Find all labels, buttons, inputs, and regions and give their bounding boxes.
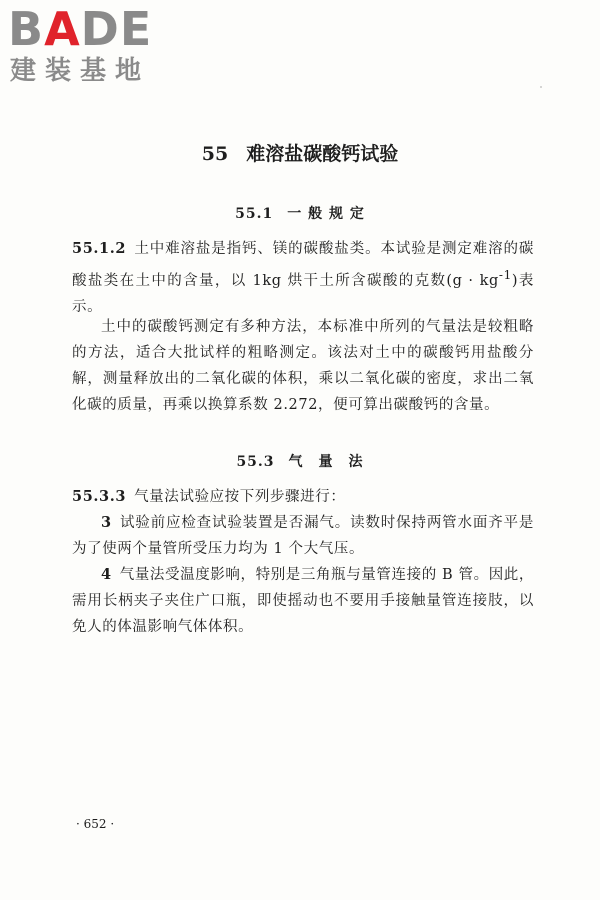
section-title-55-1	[0, 202, 600, 226]
section-title-55-3	[0, 450, 600, 474]
page-number: · 652 ·	[76, 817, 115, 831]
list-item-4	[72, 562, 534, 640]
clause-text: 气量法试验应按下列步骤进行：	[134, 489, 346, 505]
chapter-number: 55	[201, 143, 229, 165]
clause-number: 55.1.2	[72, 240, 127, 257]
logo-wordmark	[8, 4, 152, 54]
item-number: 3	[101, 514, 112, 531]
section-number: 55.1	[235, 206, 274, 222]
unit-superscript: -1	[498, 268, 512, 282]
bade-logo	[8, 4, 178, 88]
logo-letters-de: DE	[80, 2, 153, 56]
clause-55-1-2	[72, 236, 534, 320]
logo-chinese-text: 建装基地	[10, 56, 151, 86]
paragraph-calcium-carbonate-methods: 土中的碳酸钙测定有多种方法，本标准中所列的气量法是较粗略的方法，适合大批试样的粗略测定。该法对土中的碳酸钙用盐酸分解，测量释放出的二氧化碳的体积，乘以二氧化碳的密度，求出二氧化碳的质量，再乘以换算系数 2.272，便可算出碳酸钙的含量。	[72, 319, 534, 413]
clause-number: 55.3.3	[72, 488, 127, 505]
item-text: 气量法受温度影响，特别是三角瓶与量管连接的 B 管。因此，需用长柄夹子夹住广口瓶，即使摇动也不要用手接触量管连接肢，以免人的体温影响气体体积。	[72, 567, 534, 635]
item-text: 试验前应检查试验装置是否漏气。读数时保持两管水面齐平是为了使两个量管所受压力均为 1 个大气压。	[72, 515, 534, 557]
chapter-title	[0, 140, 600, 168]
section-number: 55.3	[236, 454, 275, 470]
clause-55-3-3	[72, 484, 534, 510]
section-title-text: 气 量 法	[288, 454, 364, 470]
section-title-text: 一 般 规 定	[287, 206, 365, 222]
logo-letter-b: B	[8, 2, 45, 56]
clause-text-end: )表示。	[72, 272, 534, 315]
logo-letter-a: A	[44, 2, 81, 56]
item-number: 4	[101, 566, 112, 583]
chapter-title-text: 难溶盐碳酸钙试验	[246, 143, 399, 165]
list-item-3	[72, 510, 534, 562]
clause-text: 土中难溶盐是指钙、镁的碳酸盐类。本试验是测定难溶的碳酸盐类在土中的含量，以 1kg 烘干土所含碳酸的克数(g · kg	[72, 241, 534, 289]
scan-dot	[540, 86, 542, 88]
